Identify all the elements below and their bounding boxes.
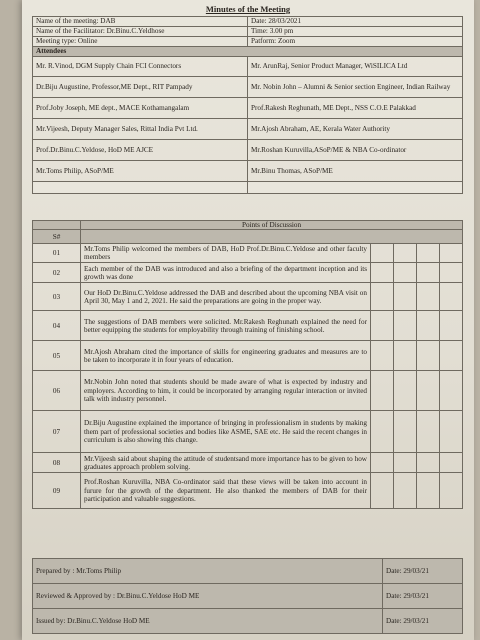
item-text: Each member of the DAB was introduced and also a briefing of the department inception and its growth was done — [81, 263, 371, 283]
item-number: 01 — [33, 244, 81, 263]
issued-date: Date: 29/03/21 — [383, 609, 463, 634]
item-text: Mr.Vijeesh said about shaping the attitude of studentsand more importance has to be given to how graduates approach problem solving. — [81, 453, 371, 473]
meeting-details-table — [32, 16, 463, 194]
item-text: The suggestions of DAB members were solicited. Mr.Rakesh Reghunath explained the need for better equipping the students for employability through training of finishing school. — [81, 311, 371, 341]
table-row — [33, 341, 463, 371]
item-text: Mr.Ajosh Abraham cited the importance of skills for engineering graduates and measures are to be taken to incorporate it in four years of education. — [81, 341, 371, 371]
meeting-time: Time: 3.00 pm — [248, 27, 463, 37]
item-number: 09 — [33, 473, 81, 509]
attendee: Mr. Nobin John – Alumni & Senior section Engineer, Indian Railway — [248, 77, 463, 98]
table-row — [33, 411, 463, 453]
prepared-date: Date: 29/03/21 — [383, 559, 463, 584]
item-number: 07 — [33, 411, 81, 453]
attendee: Mr.Binu Thomas, ASoP/ME — [248, 161, 463, 182]
table-row — [33, 263, 463, 283]
attendee: Mr.Vijeesh, Deputy Manager Sales, Rittal India Pvt Ltd. — [33, 119, 248, 140]
table-row — [33, 371, 463, 411]
document-title: Minutes of the Meeting — [205, 4, 291, 14]
attendee: Prof.Rakesh Reghunath, ME Dept., NSS C.O.E Palakkad — [248, 98, 463, 119]
sign-off-row — [33, 609, 463, 634]
attendees-heading: Attendees — [33, 47, 463, 57]
attendee: Mr.Ajosh Abraham, AE, Kerala Water Authority — [248, 119, 463, 140]
item-text: Prof.Roshan Kuruvilla, NBA Co-ordinator said that these views will be taken into account in furure for the growth of the department. He also thanked the members of DAB for their participation and valuable suggestions. — [81, 473, 371, 509]
blank-cell — [81, 230, 463, 244]
sno-heading: S# — [33, 230, 81, 244]
item-number: 08 — [33, 453, 81, 473]
attendee: Dr.Biju Augustine, Professor,ME Dept., RIT Pampady — [33, 77, 248, 98]
table-row — [33, 473, 463, 509]
table-row — [33, 283, 463, 311]
attendee: Mr. R.Vinod, DGM Supply Chain FCI Connectors — [33, 57, 248, 77]
sign-off-table — [32, 558, 463, 634]
item-number: 04 — [33, 311, 81, 341]
meeting-platform: Patform: Zoom — [248, 37, 463, 47]
attendee: Prof.Joby Joseph, ME dept., MACE Kothamangalam — [33, 98, 248, 119]
sign-off-row — [33, 584, 463, 609]
attendee: Prof.Dr.Binu.C.Yeldose, HoD ME AJCE — [33, 140, 248, 161]
facilitator: Name of the Facilitator: Dr.Binu.C.Yeldhose — [33, 27, 248, 37]
item-text: Mr.Nobin John noted that students should be made aware of what is expected by industry and employers. According to him, it could be incorporated by arranging regular interaction or invited talk with industry personnel. — [81, 371, 371, 411]
item-text: Mr.Toms Philip welcomed the members of DAB, HoD Prof.Dr.Binu.C.Yeldose and other faculty members — [81, 244, 371, 263]
item-number: 02 — [33, 263, 81, 283]
prepared-by: Prepared by : Mr.Toms Philip — [33, 559, 383, 584]
item-number: 05 — [33, 341, 81, 371]
item-text: Dr.Biju Augustine explained the importance of bringing in professionalism in students by making them part of professional societies and bodies like ASME, SAE etc. He said the recent changes in curriculum is also showing this change. — [81, 411, 371, 453]
blank-cell — [33, 182, 248, 194]
document-page — [22, 0, 474, 640]
sign-off-row — [33, 559, 463, 584]
reviewed-by: Reviewed & Approved by : Dr.Binu.C.Yeldose HoD ME — [33, 584, 383, 609]
table-row — [33, 244, 463, 263]
issued-by: Issued by: Dr.Binu.C.Yeldose HoD ME — [33, 609, 383, 634]
meeting-date: Date: 28/03/2021 — [248, 17, 463, 27]
attendee: Mr. ArunRaj, Senior Product Manager, WiSILICA Ltd — [248, 57, 463, 77]
item-number: 06 — [33, 371, 81, 411]
blank-cell — [33, 221, 81, 230]
points-of-discussion-table — [32, 220, 463, 509]
meeting-name: Name of the meeting: DAB — [33, 17, 248, 27]
points-heading: Points of Discussion — [81, 221, 463, 230]
attendee: Mr.Toms Philip, ASoP/ME — [33, 161, 248, 182]
item-number: 03 — [33, 283, 81, 311]
meeting-type: Meeting type: Online — [33, 37, 248, 47]
reviewed-date: Date: 29/03/21 — [383, 584, 463, 609]
attendee: Mr.Roshan Kuruvilla,ASoP/ME & NBA Co-ordinator — [248, 140, 463, 161]
blank-cell — [248, 182, 463, 194]
item-text: Our HoD Dr.Binu.C.Yeldose addressed the DAB and described about the upcoming NBA visit on April 30, May 1 and 2, 2021. He said the preparations are going in the proper way. — [81, 283, 371, 311]
table-row — [33, 453, 463, 473]
table-row — [33, 311, 463, 341]
